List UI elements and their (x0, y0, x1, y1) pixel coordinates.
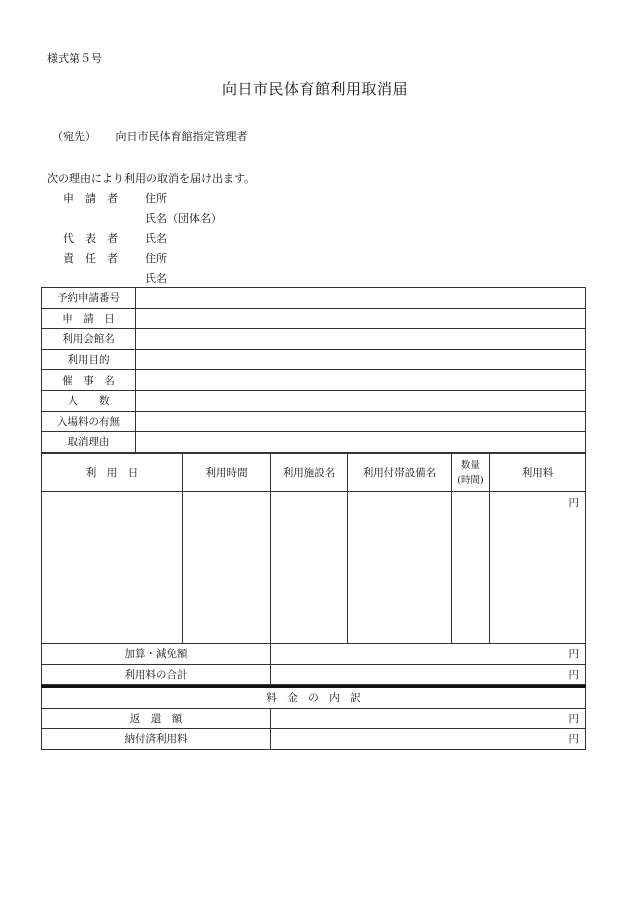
info-value-headcount[interactable] (136, 390, 586, 411)
responsible-name-label: 氏名 (145, 272, 167, 285)
representative-role: 代 表 者 (63, 232, 118, 245)
info-value-application-date[interactable] (136, 308, 586, 329)
addressee-name: 向日市民体育館指定管理者 (115, 130, 248, 143)
header-equipment: 利用付帯設備名 (348, 454, 452, 492)
info-label: 利用目的 (42, 349, 136, 370)
usage-equipment-cell[interactable] (348, 492, 452, 644)
info-value-hall-name[interactable] (136, 329, 586, 350)
total-row (42, 664, 586, 685)
usage-date-cell[interactable] (42, 492, 183, 644)
table-row (42, 329, 586, 350)
usage-header-row (42, 454, 586, 492)
yen-unit: 円 (568, 648, 579, 661)
addressee-label: （宛先） (52, 130, 96, 143)
page-title: 向日市民体育館利用取消届 (221, 80, 408, 98)
responsible-role: 責 任 者 (63, 252, 118, 265)
usage-quantity-cell[interactable] (452, 492, 490, 644)
paid-row (42, 729, 586, 750)
header-time: 利用時間 (183, 454, 271, 492)
info-label: 人 数 (42, 390, 136, 411)
info-value-admission-fee[interactable] (136, 411, 586, 432)
representative-name-label: 氏名 (145, 232, 167, 245)
header-date: 利 用 日 (42, 454, 183, 492)
usage-fee-cell[interactable] (490, 492, 586, 644)
applicant-name-label: 氏名（団体名） (145, 212, 222, 225)
info-value-event-name[interactable] (136, 370, 586, 391)
info-label: 取消理由 (42, 432, 136, 453)
usage-table (41, 453, 586, 685)
adjustment-row (42, 644, 586, 665)
paid-label: 納付済利用料 (42, 729, 271, 750)
info-label: 利用会館名 (42, 329, 136, 350)
form-number: 様式第５号 (47, 52, 102, 65)
info-value-purpose[interactable] (136, 349, 586, 370)
table-row (42, 349, 586, 370)
breakdown-table (41, 685, 586, 750)
table-row (42, 308, 586, 329)
addressee (52, 128, 264, 144)
table-row (42, 411, 586, 432)
total-label: 利用料の合計 (42, 664, 271, 685)
applicant-role: 申 請 者 (63, 192, 118, 205)
header-fee: 利用料 (490, 454, 586, 492)
responsible-address-label: 住所 (145, 252, 167, 265)
header-quantity (452, 454, 490, 492)
table-row (42, 390, 586, 411)
info-label: 催 事 名 (42, 370, 136, 391)
table-row (42, 370, 586, 391)
info-value-reservation-number[interactable] (136, 288, 586, 309)
usage-time-cell[interactable] (183, 492, 271, 644)
yen-unit: 円 (568, 712, 579, 725)
info-label: 入場料の有無 (42, 411, 136, 432)
header-quantity-line2: (時間) (457, 474, 484, 486)
applicant-address-label: 住所 (145, 192, 167, 205)
breakdown-title: 料 金 の 内 訳 (42, 687, 586, 709)
yen-unit: 円 (568, 733, 579, 746)
table-row (42, 288, 586, 309)
intro-text: 次の理由により利用の取消を届け出ます。 (47, 172, 256, 185)
info-table (41, 287, 586, 453)
total-value[interactable] (271, 664, 586, 685)
info-label: 予約申請番号 (42, 288, 136, 309)
table-row (42, 432, 586, 453)
info-value-cancel-reason[interactable] (136, 432, 586, 453)
adjustment-value[interactable] (271, 644, 586, 665)
refund-row (42, 708, 586, 729)
refund-value[interactable] (271, 708, 586, 729)
refund-label: 返 還 額 (42, 708, 271, 729)
usage-body-row (42, 492, 586, 644)
yen-unit: 円 (568, 668, 579, 681)
header-facility: 利用施設名 (271, 454, 348, 492)
yen-unit: 円 (568, 497, 579, 509)
adjustment-label: 加算・減免額 (42, 644, 271, 665)
breakdown-title-row (42, 687, 586, 709)
usage-facility-cell[interactable] (271, 492, 348, 644)
info-label: 申 請 日 (42, 308, 136, 329)
header-quantity-line1: 数量 (460, 459, 480, 471)
paid-value[interactable] (271, 729, 586, 750)
